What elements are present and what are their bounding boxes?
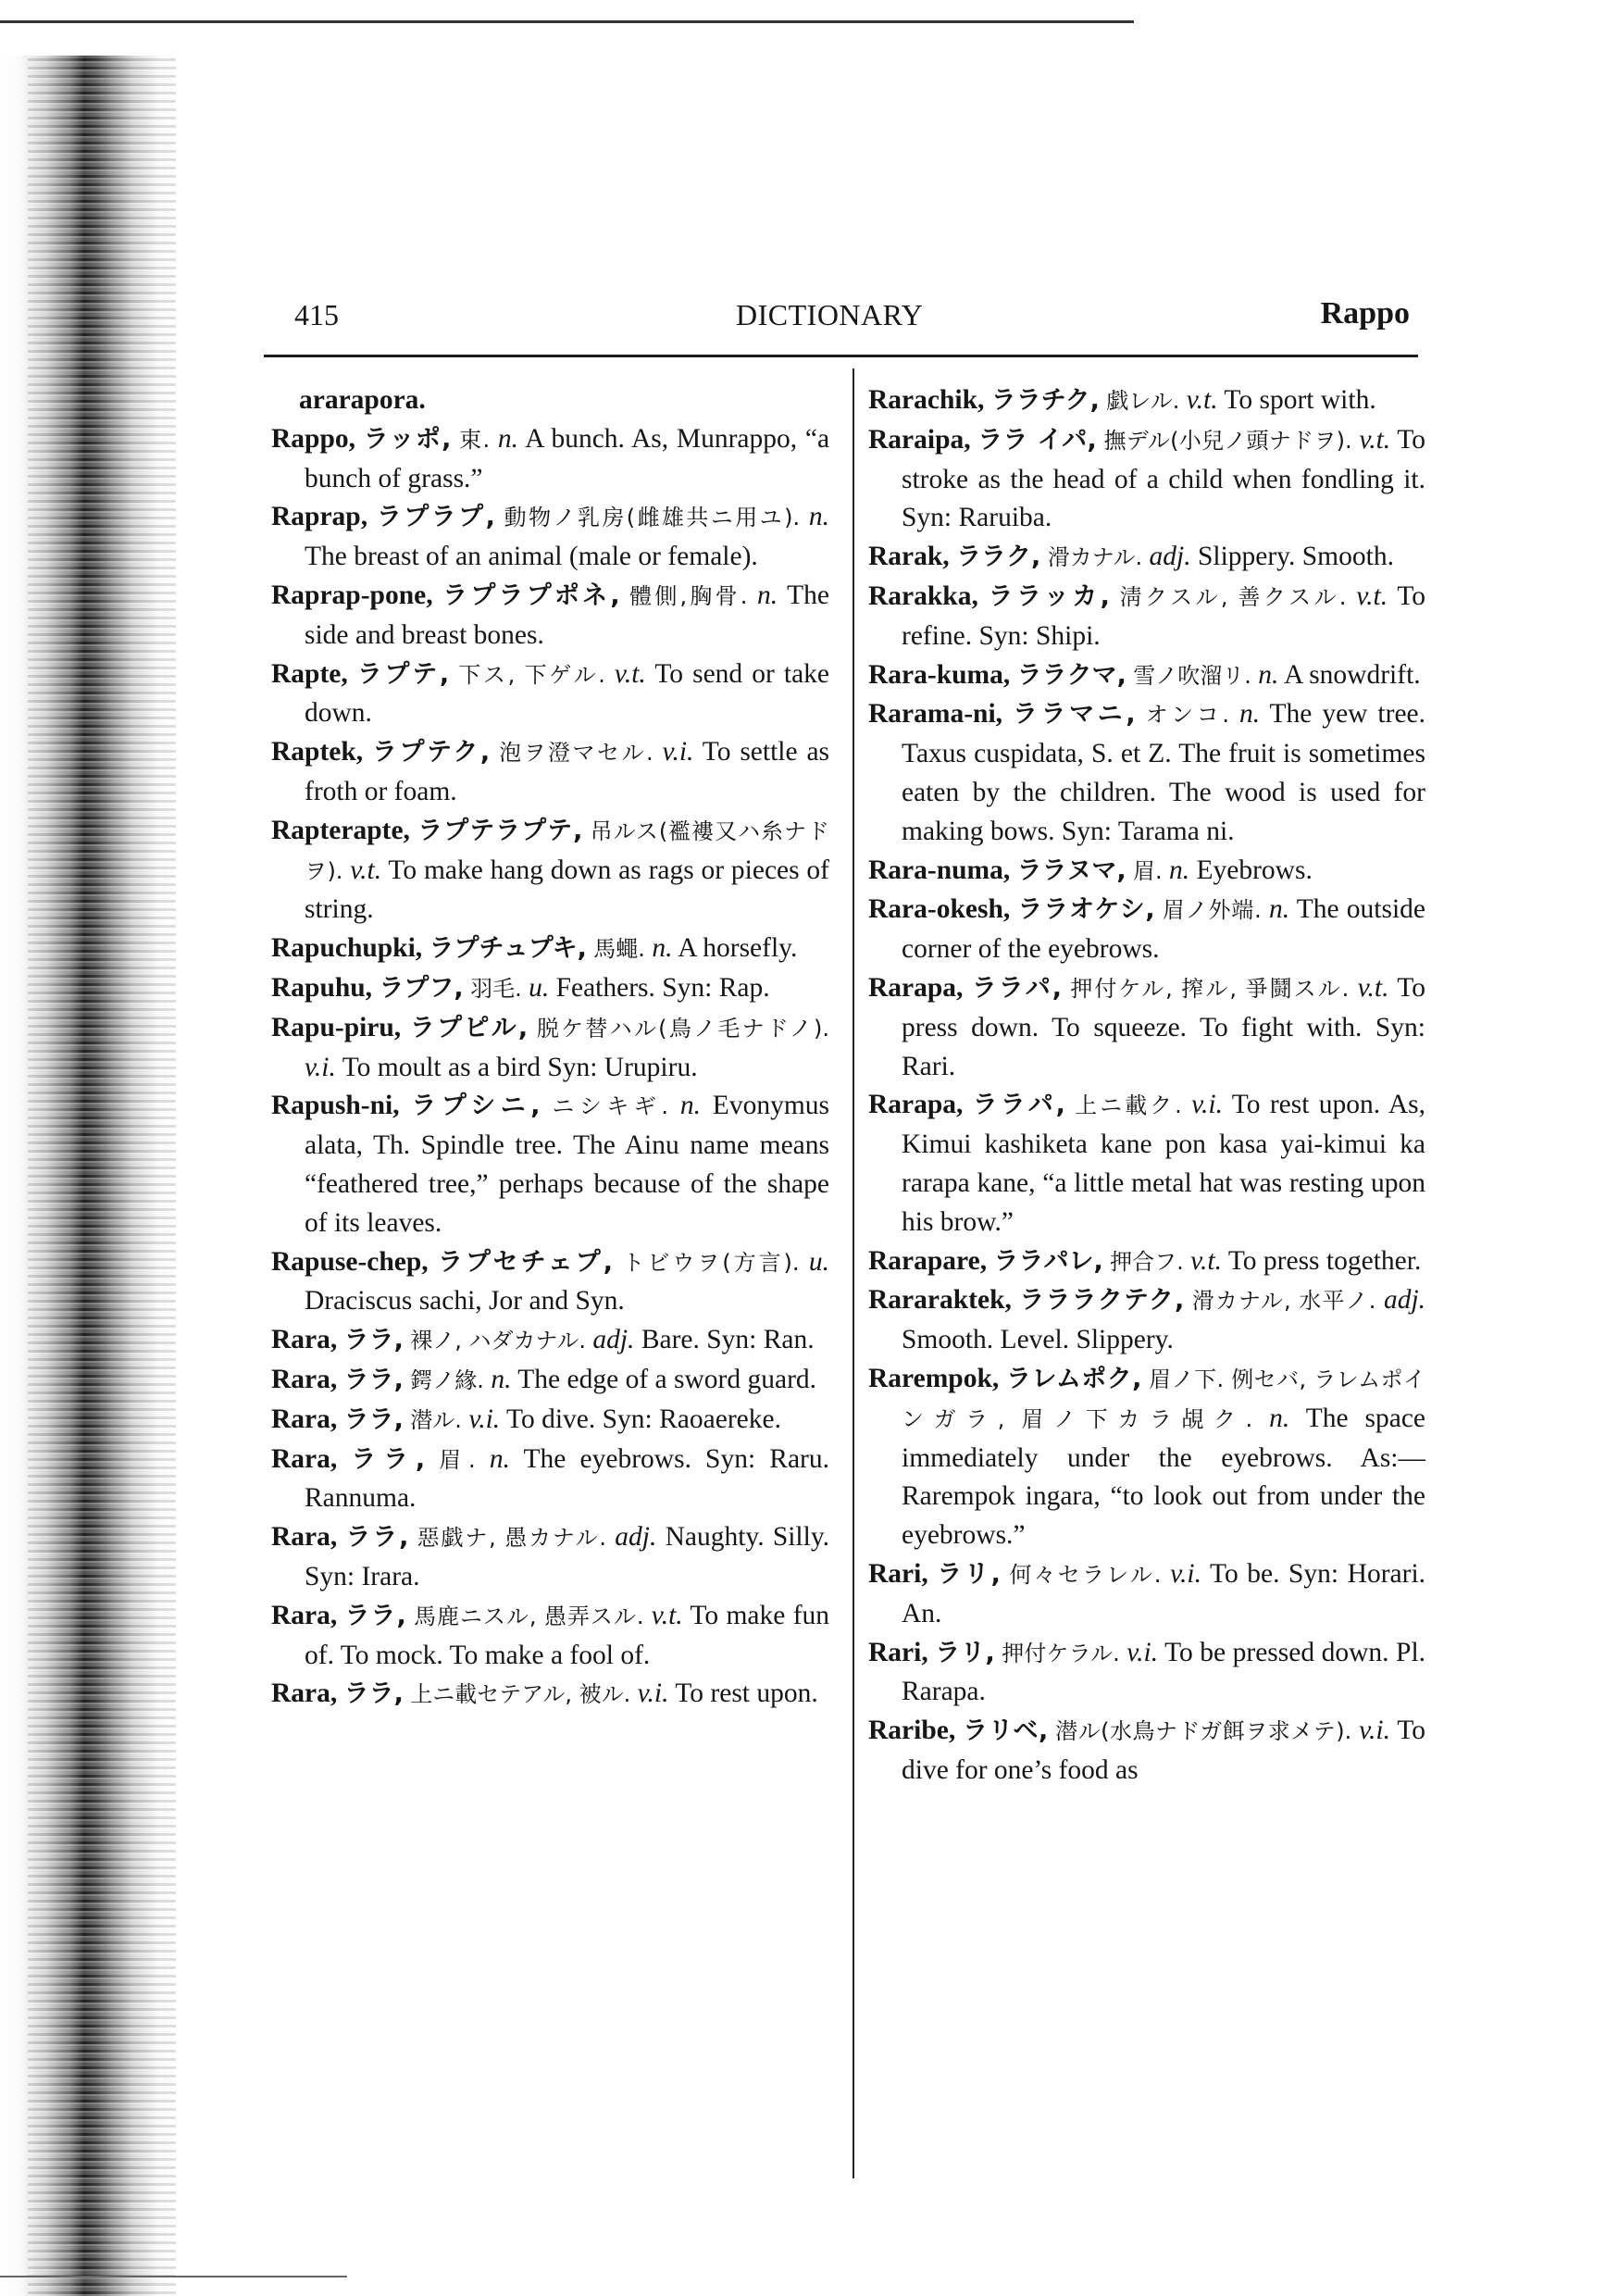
katakana-reading: ララパ,: [972, 1091, 1065, 1120]
dictionary-entry: [868, 1242, 1425, 1282]
dictionary-entry: [271, 1243, 829, 1322]
japanese-gloss: 何々セラレル.: [1009, 1561, 1162, 1588]
katakana-reading: ラプチュプキ,: [429, 934, 587, 964]
japanese-gloss: 上ニ載ク.: [1075, 1092, 1182, 1119]
headword: Rappo,: [271, 423, 355, 454]
grammar-label: v.i.: [1170, 1558, 1201, 1589]
japanese-gloss: 眉ノ外端.: [1162, 897, 1262, 924]
dictionary-entry: [868, 538, 1425, 578]
grammar-label: n.: [679, 1091, 701, 1121]
japanese-gloss: 滑カナル, 水平ノ.: [1191, 1288, 1376, 1315]
grammar-label: n.: [1169, 855, 1190, 885]
japanese-gloss: 潜ル(水鳥ナドガ餌ヲ求メテ).: [1055, 1718, 1352, 1745]
katakana-reading: ララパレ,: [993, 1246, 1103, 1276]
dictionary-entry: [868, 1360, 1425, 1555]
japanese-gloss: 動物ノ乳房(雌雄共ニ用ユ).: [504, 505, 801, 531]
english-definition: The side and breast bones.: [305, 580, 830, 650]
japanese-gloss: 羽毛.: [470, 975, 522, 1002]
english-definition: The eyebrows. Syn: Raru. Rannuma.: [305, 1443, 830, 1514]
katakana-reading: ラプフ,: [379, 973, 464, 1003]
english-definition: Slippery. Smooth.: [1197, 542, 1394, 572]
headword: Rara,: [271, 1600, 338, 1630]
katakana-reading: ラララクテク,: [1019, 1286, 1185, 1316]
japanese-gloss: 押付ケラル.: [1002, 1640, 1120, 1666]
headword: Rarak,: [868, 542, 950, 572]
dictionary-entry: [271, 1441, 829, 1519]
grammar-label: v.i.: [637, 1678, 669, 1709]
dictionary-entry: [868, 656, 1425, 696]
dictionary-entry: [271, 1401, 829, 1441]
grammar-label: u.: [808, 1246, 830, 1277]
english-definition: To sport with.: [1224, 385, 1376, 415]
katakana-reading: ラプラプポネ,: [442, 580, 620, 610]
japanese-gloss: 馬鹿ニスル, 愚弄スル.: [414, 1603, 644, 1629]
katakana-reading: ラプテク,: [372, 738, 491, 767]
katakana-reading: ララ,: [343, 1326, 404, 1355]
katakana-reading: ララ,: [343, 1365, 404, 1394]
grammar-label: n.: [497, 423, 518, 454]
headword: Rara-kuma,: [868, 659, 1011, 690]
grammar-label: adj.: [615, 1522, 657, 1553]
english-definition: Feathers. Syn: Rap.: [555, 972, 770, 1003]
grammar-label: n.: [1258, 659, 1279, 690]
headword: Rara,: [271, 1364, 338, 1394]
english-definition: To stroke as the head of a child when fondling it. Syn: Raruiba.: [902, 424, 1426, 533]
grammar-label: v.t.: [1190, 1245, 1222, 1276]
dictionary-entry: [868, 1555, 1425, 1634]
katakana-reading: ララ,: [351, 1444, 426, 1474]
grammar-label: n.: [491, 1364, 512, 1394]
katakana-reading: ララク,: [956, 543, 1041, 572]
top-edge-rule: [0, 20, 1134, 23]
headword: Rarachik,: [868, 385, 985, 415]
english-definition: To refine. Syn: Shipi.: [902, 580, 1426, 651]
dictionary-entry: [271, 812, 829, 930]
grammar-label: v.i.: [468, 1404, 501, 1434]
english-definition: To make hang down as rags or pieces of string.: [305, 855, 830, 925]
headword: Rara-numa,: [868, 855, 1011, 885]
binding-texture: [28, 56, 176, 2296]
katakana-reading: ラリ,: [937, 1559, 1001, 1589]
english-definition: Smooth. Level. Slippery.: [902, 1325, 1174, 1355]
dictionary-entry: [271, 1675, 829, 1715]
katakana-reading: ラプセチェプ,: [438, 1247, 614, 1277]
katakana-reading: ラプピル,: [409, 1013, 529, 1042]
dictionary-entry: [868, 1712, 1425, 1791]
grammar-label: v.t.: [1359, 424, 1391, 455]
dictionary-entry: [868, 891, 1425, 969]
katakana-reading: ララ,: [343, 1679, 404, 1709]
dictionary-entry: [271, 498, 829, 577]
headword: Rarapare,: [868, 1245, 988, 1276]
english-definition: To make fun of. To mock. To make a fool of.: [305, 1600, 830, 1670]
grammar-label: u.: [529, 972, 550, 1003]
headword: Rari,: [868, 1558, 928, 1589]
headword: Rapu-piru,: [271, 1012, 402, 1042]
dictionary-entry: [271, 930, 829, 969]
japanese-gloss: 束.: [459, 426, 491, 453]
japanese-gloss: 上ニ載セテアル, 被ル.: [410, 1681, 631, 1708]
dictionary-entry: [271, 577, 829, 655]
page-number: 415: [294, 298, 339, 331]
katakana-reading: ラリベ,: [963, 1716, 1049, 1746]
dictionary-entry: [868, 852, 1425, 892]
katakana-reading: ララ,: [345, 1523, 409, 1553]
english-definition: A bunch. As, Munrappo, “a bunch of grass.”: [305, 423, 830, 493]
grammar-label: n.: [756, 580, 778, 610]
grammar-label: n.: [1268, 894, 1290, 925]
grammar-label: v.i.: [1191, 1090, 1223, 1120]
headword: Rapte,: [271, 658, 348, 689]
katakana-reading: ララマニ,: [1013, 700, 1136, 730]
katakana-reading: ラプラプ,: [376, 503, 495, 532]
katakana-reading: ララパ,: [971, 973, 1063, 1003]
headword: Rara,: [271, 1325, 338, 1355]
headword: Rara-okesh,: [868, 894, 1011, 925]
right-column: [868, 381, 1425, 1791]
japanese-gloss: 眉ノ下. 例セバ, ラレムポイ ンガラ, 眉ノ下カラ覘ク.: [902, 1366, 1425, 1432]
katakana-reading: ラリ,: [935, 1638, 995, 1667]
english-definition: To rest upon. As, Kimui kashiketa kane pon kasa yai-kimui ka rarapa kane, “a little metal hat was resting upon his brow.”: [902, 1090, 1426, 1237]
english-definition: Evonymus alata, Th. Spindle tree. The Ainu name means “feathered tree,” perhaps because of the shape of its leaves.: [305, 1091, 829, 1238]
dictionary-entry: [271, 381, 829, 420]
dictionary-entry: [271, 1087, 829, 1242]
english-definition: To dive. Syn: Raoaereke.: [506, 1404, 781, 1434]
headword: Rara,: [271, 1404, 338, 1434]
english-definition: To press together.: [1227, 1245, 1422, 1276]
katakana-reading: ラプテ,: [356, 659, 450, 689]
grammar-label: v.t.: [651, 1600, 683, 1630]
japanese-gloss: 滑カナル.: [1047, 544, 1143, 571]
japanese-gloss: 眉.: [1132, 857, 1163, 884]
grammar-label: v.t.: [1356, 580, 1388, 611]
katakana-reading: ラプテラプテ,: [417, 816, 583, 845]
headword: Raraipa,: [868, 424, 971, 455]
headword: Rapterapte,: [271, 815, 410, 845]
dictionary-entry: [271, 1597, 829, 1676]
grammar-label: v.i.: [662, 737, 694, 767]
japanese-gloss: 泡ヲ澄マセル.: [499, 740, 653, 767]
dictionary-entry: [271, 655, 829, 734]
headword: Rapush-ni,: [271, 1091, 400, 1121]
english-definition: To be pressed down. Pl. Rarapa.: [902, 1637, 1426, 1707]
grammar-label: v.t.: [1186, 385, 1218, 415]
headword: Rapuchupki,: [271, 933, 423, 964]
grammar-label: v.i.: [305, 1052, 336, 1082]
katakana-reading: ララヌマ,: [1016, 855, 1126, 885]
japanese-gloss: 押合フ.: [1110, 1248, 1184, 1275]
katakana-reading: ララオケシ,: [1017, 895, 1155, 925]
dictionary-entry: [271, 969, 829, 1009]
header-rule: [264, 355, 1418, 357]
headword: Rarakka,: [868, 580, 978, 611]
dictionary-entry: [868, 1281, 1425, 1360]
grammar-label: v.i.: [1359, 1716, 1390, 1746]
english-definition: To be. Syn: Horari. An.: [902, 1558, 1426, 1628]
english-definition: A horsefly.: [678, 933, 798, 964]
katakana-reading: ララッカ,: [988, 581, 1110, 611]
japanese-gloss: トビウヲ(方言).: [622, 1249, 800, 1276]
dictionary-entry: [271, 1518, 829, 1597]
dictionary-entry: [868, 421, 1425, 538]
dictionary-entry: [868, 969, 1425, 1086]
english-definition: To settle as froth or foam.: [305, 737, 830, 806]
japanese-gloss: 體側,胸骨.: [629, 582, 748, 609]
headword: Rararaktek,: [868, 1285, 1012, 1316]
grammar-label: n.: [808, 502, 830, 532]
headword: Rarama-ni,: [868, 699, 1003, 730]
katakana-reading: ララ,: [344, 1601, 406, 1630]
english-definition: A snowdrift.: [1284, 659, 1421, 690]
katakana-reading: ララチク,: [990, 386, 1100, 415]
dictionary-entry: [271, 733, 829, 812]
dictionary-entry: [868, 695, 1425, 851]
katakana-reading: ラッポ,: [363, 424, 452, 454]
grammar-label: n.: [489, 1443, 510, 1474]
english-definition: Naughty. Silly. Syn: Irara.: [305, 1522, 830, 1591]
headword: Rarapa,: [868, 972, 964, 1003]
katakana-reading: ラプシニ,: [411, 1092, 541, 1121]
dictionary-entry: [868, 1634, 1425, 1713]
dictionary-entry: [271, 1361, 829, 1401]
grammar-label: v.i.: [1126, 1637, 1159, 1667]
column-divider: [853, 368, 854, 2178]
english-definition: The outside corner of the eyebrows.: [902, 894, 1425, 965]
left-column: [271, 381, 829, 1715]
catchword: Rappo: [1320, 296, 1410, 331]
japanese-gloss: ニシキギ.: [552, 1093, 668, 1120]
grammar-label: adj.: [1149, 542, 1191, 572]
japanese-gloss: 惡戯ナ, 愚カナル.: [417, 1525, 607, 1552]
headword: Rapuhu,: [271, 972, 373, 1003]
japanese-gloss: 押付ケル, 搾ル, 爭鬪スル.: [1070, 975, 1350, 1002]
dictionary-entry: [868, 1086, 1425, 1242]
headword: Rara,: [271, 1522, 338, 1553]
dictionary-entry: [868, 381, 1425, 421]
grammar-label: v.t.: [1357, 972, 1389, 1003]
headword: Raprap,: [271, 502, 368, 532]
running-title: DICTIONARY: [736, 298, 924, 331]
japanese-gloss: 戯レル.: [1106, 388, 1180, 414]
japanese-gloss: 眉.: [439, 1446, 476, 1473]
headword: ararapora.: [299, 385, 426, 415]
japanese-gloss: 脱ケ替ハル(鳥ノ毛ナドノ).: [536, 1015, 830, 1042]
japanese-gloss: 鍔ノ緣.: [410, 1366, 484, 1393]
english-definition: The breast of an animal (male or female).: [305, 542, 758, 572]
headword: Raribe,: [868, 1716, 956, 1746]
grammar-label: n.: [1238, 699, 1261, 730]
english-definition: Eyebrows.: [1196, 855, 1313, 885]
japanese-gloss: 馬蠅.: [593, 936, 645, 963]
english-definition: The edge of a sword guard.: [517, 1364, 817, 1394]
bottom-edge-rule: [0, 2276, 347, 2277]
japanese-gloss: 吊ルス(襤褸又ハ糸ナドヲ).: [305, 817, 829, 884]
japanese-gloss: 撫デル(小兒ノ頭ナドヲ).: [1103, 427, 1352, 454]
japanese-gloss: 下ス, 下ゲル.: [458, 661, 605, 688]
english-definition: To send or take down.: [305, 658, 830, 729]
headword: Rarempok,: [868, 1363, 1000, 1393]
english-definition: To rest upon.: [675, 1678, 818, 1709]
english-definition: Draciscus sachi, Jor and Syn.: [305, 1286, 625, 1316]
headword: Rara,: [271, 1443, 338, 1474]
dictionary-entry: [271, 1321, 829, 1361]
grammar-label: adj.: [592, 1325, 635, 1355]
grammar-label: v.t.: [614, 658, 646, 689]
grammar-label: n.: [652, 933, 673, 964]
english-definition: To moult as a bird Syn: Urupiru.: [342, 1052, 698, 1082]
japanese-gloss: 裸ノ, ハダカナル.: [410, 1328, 586, 1354]
english-definition: The space immediately under the eyebrows. As:—Rarempok ingara, “to look out from under the eyebrows.”: [902, 1403, 1426, 1551]
dictionary-entry: [868, 578, 1425, 656]
grammar-label: v.t.: [350, 855, 382, 885]
katakana-reading: ララ イパ,: [977, 425, 1097, 455]
headword: Rari,: [868, 1637, 928, 1667]
english-definition: To dive for one’s food as: [902, 1716, 1426, 1785]
english-definition: The yew tree. Taxus cuspidata, S. et Z. The fruit is sometimes eaten by the children. The wood is used for making bows. Syn: Tarama ni.: [902, 699, 1426, 846]
headword: Raptek,: [271, 737, 364, 767]
japanese-gloss: 潜ル.: [410, 1406, 462, 1433]
english-definition: Bare. Syn: Ran.: [641, 1325, 815, 1355]
japanese-gloss: オンコ.: [1145, 702, 1229, 729]
japanese-gloss: 淸クスル, 善クスル.: [1119, 583, 1347, 610]
dictionary-entry: [271, 420, 829, 499]
headword: Raprap-pone,: [271, 580, 433, 610]
katakana-reading: ララ,: [343, 1404, 404, 1434]
headword: Rarapa,: [868, 1090, 964, 1120]
katakana-reading: ラレムポク,: [1006, 1364, 1142, 1393]
headword: Rapuse-chep,: [271, 1246, 429, 1277]
english-definition: To press down. To squeeze. To fight with. Syn: Rari.: [902, 972, 1426, 1081]
grammar-label: n.: [1269, 1403, 1290, 1433]
dictionary-entry: [271, 1009, 829, 1088]
japanese-gloss: 雪ノ吹溜リ.: [1133, 662, 1251, 689]
katakana-reading: ララクマ,: [1016, 660, 1126, 690]
grammar-label: adj.: [1383, 1285, 1426, 1316]
headword: Rara,: [271, 1678, 338, 1709]
